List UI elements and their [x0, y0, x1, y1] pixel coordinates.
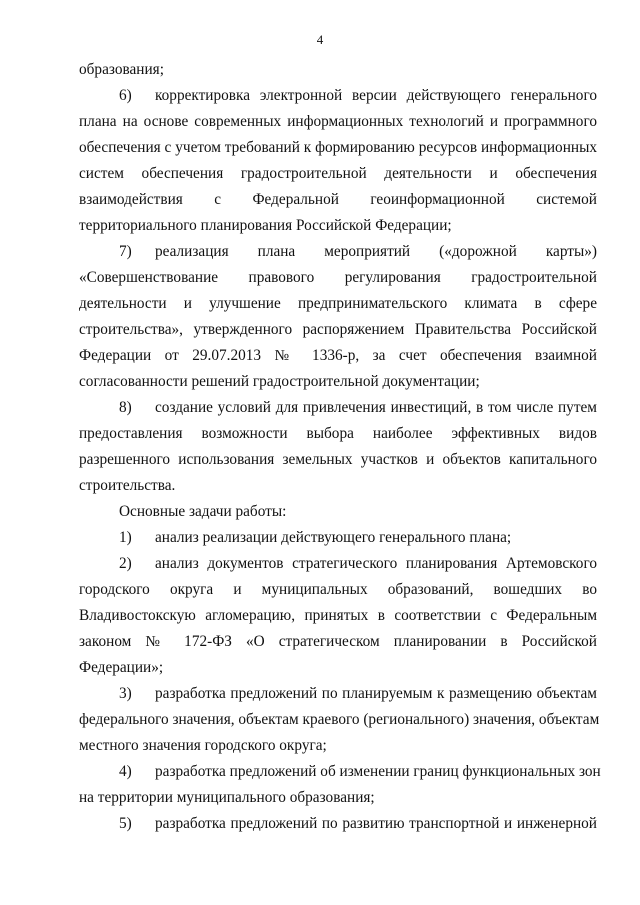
text-line: создание условий для привлечения инвестиций, в том числе путем — [155, 399, 597, 416]
text-line: реализация плана мероприятий («дорожной карты») — [155, 243, 597, 260]
task-item-1 — [119, 528, 597, 548]
text-line: разрешенного использования земельных участков и объектов капитального — [79, 451, 597, 468]
text-line: систем обеспечения градостроительной деятельности и обеспечения — [79, 165, 597, 182]
list-marker: 7) — [119, 243, 132, 260]
text-line: Федерации»; — [79, 659, 164, 676]
text-line: взаимодействия с Федеральной геоинформационной системой — [79, 191, 597, 208]
text-line: федерального значения, объектам краевого (регионального) значения, объектам — [79, 711, 600, 728]
list-marker: 4) — [119, 763, 132, 780]
list-marker: 3) — [119, 685, 132, 702]
text-line: анализ реализации действующего генерального плана; — [155, 529, 512, 546]
text-line: деятельности и улучшение предпринимательского климата в сфере — [79, 295, 597, 312]
section-heading: Основные задачи работы: — [119, 503, 287, 520]
text-line: законом № 172-ФЗ «О стратегическом планировании в Российской — [79, 633, 597, 650]
list-item-7-first-line — [119, 242, 597, 262]
list-marker: 8) — [119, 399, 132, 416]
text-line: предоставления возможности выбора наиболее эффективных видов — [79, 425, 597, 442]
text-line: согласованности решений градостроительной документации; — [79, 373, 480, 390]
text-line: корректировка электронной версии действующего генерального — [155, 87, 597, 104]
text-line: территориального планирования Российской Федерации; — [79, 217, 452, 234]
list-marker: 2) — [119, 555, 132, 572]
text-line: разработка предложений по планируемым к размещению объектам — [155, 685, 597, 702]
text-line: образования; — [79, 61, 164, 78]
text-line: строительства», утвержденного распоряжением Правительства Российской — [79, 321, 597, 338]
list-marker: 5) — [119, 815, 132, 832]
page-number: 4 — [316, 32, 324, 47]
task-item-5-first-line — [119, 814, 597, 834]
text-line: обеспечения с учетом требований к формированию ресурсов информационных — [79, 139, 597, 156]
text-line: городского округа и муниципальных образований, вошедших во — [79, 581, 597, 598]
list-marker: 6) — [119, 87, 132, 104]
text-line: на территории муниципального образования; — [79, 789, 375, 806]
task-item-4-first-line — [119, 762, 601, 782]
text-line: Федерации от 29.07.2013 № 1336-р, за счет обеспечения взаимной — [79, 347, 597, 364]
text-line: Владивостокскую агломерацию, принятых в соответствии с Федеральным — [79, 607, 597, 624]
list-item-6-first-line — [119, 86, 597, 106]
list-item-8-first-line — [119, 398, 597, 418]
text-line: плана на основе современных информационных технологий и программного — [79, 113, 597, 130]
text-line: местного значения городского округа; — [79, 737, 327, 754]
text-line: анализ документов стратегического планирования Артемовского — [155, 555, 597, 572]
text-line: «Совершенствование правового регулирования градостроительной — [79, 269, 597, 286]
task-item-2-first-line — [119, 554, 597, 574]
text-line: разработка предложений по развитию транспортной и инженерной — [155, 815, 597, 832]
list-marker: 1) — [119, 529, 132, 546]
task-item-3-first-line — [119, 684, 597, 704]
text-line: строительства. — [79, 477, 176, 494]
text-line: разработка предложений об изменении границ функциональных зон — [155, 763, 601, 780]
